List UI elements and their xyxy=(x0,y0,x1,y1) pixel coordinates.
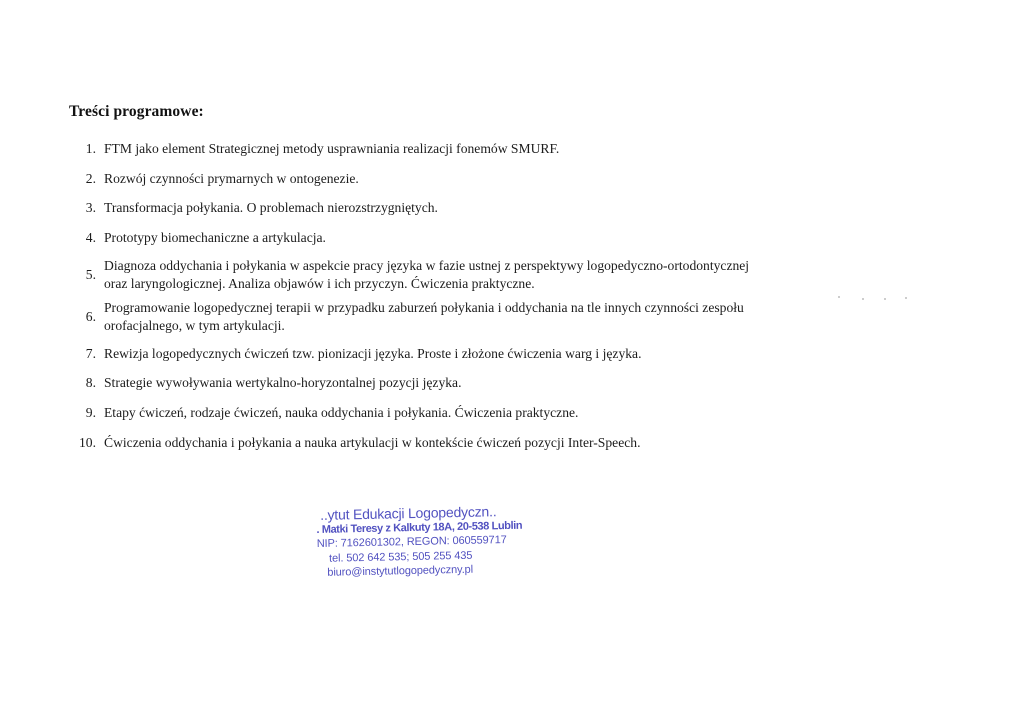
list-item-text: Diagnoza oddychania i połykania w aspekcie pracy języka w fazie ustnej z perspektywy logopedyczno-ortodontycznej oraz laryngologicznej. Analiza objawów i ich przyczyn. Ćwiczenia praktyczne. xyxy=(104,258,750,291)
stamp-email: biuro@instytutlogopedyczny.pl xyxy=(327,563,474,579)
scan-speck xyxy=(838,296,840,298)
list-item-text: Transformacja połykania. O problemach nierozstrzygniętych. xyxy=(104,200,438,215)
stamp-phone: tel. 502 642 535; 505 255 435 xyxy=(328,549,473,565)
scan-speck xyxy=(884,298,886,300)
list-item-text: Programowanie logopedycznej terapii w przypadku zaburzeń połykania i oddychania na tle innych czynności zespołu orofacjalnego, w tym artykulacji. xyxy=(104,300,744,333)
list-item-text: FTM jako element Strategicznej metody usprawniania realizacji fonemów SMURF. xyxy=(104,141,560,156)
institution-stamp xyxy=(316,503,537,580)
list-item-number: 3. xyxy=(85,200,96,215)
list-item-number: 9. xyxy=(85,405,96,420)
list-item-number: 1. xyxy=(85,141,96,156)
stamp-address: . Matki Teresy z Kalkuty 18A, 20-538 Lublin xyxy=(316,519,523,536)
list-item-number: 7. xyxy=(85,346,96,361)
list-item-text: Rozwój czynności prymarnych w ontogenezie. xyxy=(104,171,359,186)
list-item-text: Etapy ćwiczeń, rodzaje ćwiczeń, nauka oddychania i połykania. Ćwiczenia praktyczne. xyxy=(104,405,579,420)
list-item-text: Strategie wywoływania wertykalno-horyzontalnej pozycji języka. xyxy=(104,375,462,390)
list-item-number: 6. xyxy=(85,309,96,324)
list-item-number: 10. xyxy=(79,435,96,450)
list-item-number: 5. xyxy=(85,267,96,282)
stamp-tax-ids: NIP: 7162601302, REGON: 060559717 xyxy=(316,534,507,550)
list-item-text: Rewizja logopedycznych ćwiczeń tzw. pionizacji języka. Proste i złożone ćwiczenia warg i języka. xyxy=(104,346,642,361)
list-item-number: 8. xyxy=(85,375,96,390)
scan-speck xyxy=(905,297,907,299)
page-title: Treści programowe: xyxy=(69,103,204,120)
list-item-number: 4. xyxy=(85,230,96,245)
list-item-number: 2. xyxy=(85,171,96,186)
scan-speck xyxy=(862,298,864,300)
list-item-text: Ćwiczenia oddychania i połykania a nauka artykulacji w kontekście ćwiczeń pozycji Inter-Speech. xyxy=(104,435,641,450)
list-item-text: Prototypy biomechaniczne a artykulacja. xyxy=(104,230,326,245)
stamp-name: ..ytut Edukacji Logopedyczn.. xyxy=(319,503,497,523)
